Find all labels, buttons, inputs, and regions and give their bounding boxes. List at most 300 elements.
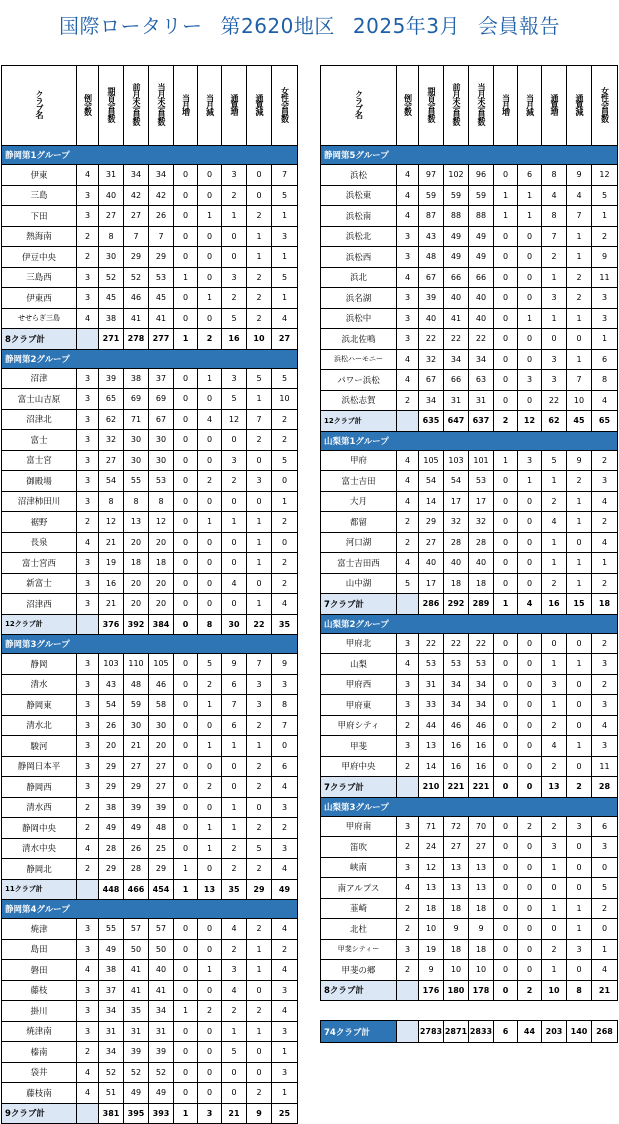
cell-month-increase: 0 xyxy=(174,206,198,227)
cell-female-members: 4 xyxy=(272,960,298,981)
cell-month-end-members: 40 xyxy=(469,553,494,574)
header-total-decrease xyxy=(567,66,592,146)
cell-prev-month-members: 18 xyxy=(444,573,469,594)
cell-start-members: 38 xyxy=(99,797,124,818)
cell-female-members: 5 xyxy=(272,368,298,389)
cell-total-increase: 4 xyxy=(542,736,567,757)
cell-month-increase: 0 xyxy=(494,532,518,553)
cell-month-decrease: 1 xyxy=(518,471,542,492)
cell-month-end-members: 41 xyxy=(149,980,174,1001)
cell-total-decrease: 2 xyxy=(247,777,272,798)
group-header-row xyxy=(321,797,618,816)
cell-prev-month-members: 20 xyxy=(124,573,149,594)
cell-prev-month-members: 31 xyxy=(124,1021,149,1042)
cell-month-increase: 0 xyxy=(174,226,198,247)
header-label: 通算増 xyxy=(230,93,239,115)
cell-month-decrease: 0 xyxy=(198,1021,222,1042)
cell-month-decrease: 2 xyxy=(198,329,222,350)
cell-total-increase: 1 xyxy=(542,654,567,675)
cell-club-name: パワー浜松 xyxy=(321,370,397,391)
cell-start-members: 26 xyxy=(99,715,124,736)
cell-start-members: 37 xyxy=(99,980,124,1001)
cell-female-members: 21 xyxy=(592,980,618,1001)
cell-month-increase: 0 xyxy=(174,715,198,736)
cell-month-increase: 0 xyxy=(174,594,198,615)
cell-month-end-members: 40 xyxy=(469,308,494,329)
cell-meetings: 3 xyxy=(77,1021,99,1042)
cell-start-members: 97 xyxy=(419,165,444,186)
cell-start-members: 32 xyxy=(99,430,124,451)
cell-total-increase: 1 xyxy=(222,512,247,533)
cell-female-members: 65 xyxy=(592,411,618,432)
cell-month-decrease: 0 xyxy=(518,349,542,370)
cell-month-end-members: 637 xyxy=(469,411,494,432)
cell-month-increase: 0 xyxy=(174,797,198,818)
cell-total-decrease: 0 xyxy=(567,756,592,777)
cell-month-increase: 0 xyxy=(174,980,198,1001)
group-header-row xyxy=(321,146,618,165)
club-row xyxy=(321,837,618,858)
cell-month-end-members: 26 xyxy=(149,206,174,227)
cell-total-increase: 1 xyxy=(222,818,247,839)
cell-month-end-members: 49 xyxy=(469,226,494,247)
cell-total-increase: 0 xyxy=(222,594,247,615)
cell-start-members: 271 xyxy=(99,329,124,350)
cell-female-members: 1 xyxy=(272,288,298,309)
cell-total-increase: 3 xyxy=(222,165,247,186)
header-label: 女性会員数 xyxy=(600,86,610,122)
cell-month-decrease: 13 xyxy=(198,879,222,900)
cell-prev-month-members: 278 xyxy=(124,329,149,350)
cell-total-decrease: 0 xyxy=(247,1042,272,1063)
cell-month-decrease: 0 xyxy=(518,573,542,594)
club-row xyxy=(2,532,298,553)
cell-female-members: 2 xyxy=(272,553,298,574)
cell-month-increase: 0 xyxy=(174,553,198,574)
cell-club-name: せせらぎ三島 xyxy=(2,308,77,329)
cell-total-decrease: 1 xyxy=(247,532,272,553)
cell-start-members: 29 xyxy=(99,756,124,777)
cell-month-end-members: 46 xyxy=(149,674,174,695)
cell-total-decrease: 3 xyxy=(247,674,272,695)
cell-month-decrease: 1 xyxy=(198,288,222,309)
cell-prev-month-members: 180 xyxy=(444,980,469,1001)
cell-month-increase: 0 xyxy=(174,430,198,451)
cell-club-name: 掛川 xyxy=(2,1001,77,1022)
cell-total-decrease: 2 xyxy=(247,715,272,736)
cell-total-decrease: 2 xyxy=(567,471,592,492)
cell-total-increase: 1 xyxy=(542,898,567,919)
cell-total-decrease: 7 xyxy=(247,409,272,430)
cell-month-end-members: 39 xyxy=(149,1042,174,1063)
group-name: 静岡第5グループ xyxy=(321,146,618,165)
cell-meetings: 2 xyxy=(77,859,99,880)
cell-month-end-members: 13 xyxy=(469,878,494,899)
cell-total-decrease: 1 xyxy=(567,919,592,940)
cell-month-end-members: 53 xyxy=(149,267,174,288)
cell-month-increase: 0 xyxy=(174,919,198,940)
grand-start-members: 2783 xyxy=(419,1021,444,1043)
cell-club-name: 静岡 xyxy=(2,654,77,675)
cell-start-members: 52 xyxy=(99,1062,124,1083)
cell-female-members: 0 xyxy=(592,919,618,940)
cell-meetings: 3 xyxy=(77,756,99,777)
cell-total-increase: 30 xyxy=(222,614,247,635)
group-name: 静岡第2グループ xyxy=(2,349,298,368)
cell-meetings: 3 xyxy=(77,736,99,757)
cell-month-decrease: 0 xyxy=(198,553,222,574)
cell-month-decrease: 0 xyxy=(198,594,222,615)
cell-total-decrease: 2 xyxy=(247,206,272,227)
cell-total-decrease: 1 xyxy=(247,247,272,268)
club-row xyxy=(321,491,618,512)
cell-meetings: 3 xyxy=(77,409,99,430)
cell-month-decrease: 0 xyxy=(198,756,222,777)
cell-month-end-members: 9 xyxy=(469,919,494,940)
cell-month-decrease: 2 xyxy=(198,471,222,492)
cell-total-increase: 2 xyxy=(542,939,567,960)
cell-month-increase: 0 xyxy=(174,491,198,512)
club-row xyxy=(2,165,298,186)
grand-month-increase: 6 xyxy=(494,1021,518,1043)
club-row xyxy=(321,450,618,471)
cell-start-members: 34 xyxy=(419,390,444,411)
cell-club-name: 9クラブ計 xyxy=(2,1103,77,1124)
cell-start-members: 286 xyxy=(419,594,444,615)
cell-total-decrease: 0 xyxy=(247,450,272,471)
group-name: 静岡第4グループ xyxy=(2,900,298,919)
cell-club-name: 山中湖 xyxy=(321,573,397,594)
cell-month-increase: 0 xyxy=(494,349,518,370)
cell-female-members: 27 xyxy=(272,329,298,350)
cell-month-increase: 0 xyxy=(494,247,518,268)
cell-month-increase: 0 xyxy=(494,857,518,878)
cell-prev-month-members: 88 xyxy=(444,206,469,227)
club-row xyxy=(321,267,618,288)
cell-meetings: 4 xyxy=(397,471,419,492)
cell-female-members: 3 xyxy=(272,1021,298,1042)
subtotal-row xyxy=(321,777,618,798)
cell-start-members: 16 xyxy=(99,573,124,594)
club-row xyxy=(321,816,618,837)
cell-total-increase: 2 xyxy=(222,838,247,859)
cell-meetings: 4 xyxy=(397,267,419,288)
cell-month-end-members: 50 xyxy=(149,939,174,960)
cell-meetings: 4 xyxy=(77,1083,99,1104)
cell-total-increase: 1 xyxy=(542,308,567,329)
cell-start-members: 21 xyxy=(99,594,124,615)
cell-start-members: 71 xyxy=(419,816,444,837)
cell-month-increase: 0 xyxy=(494,939,518,960)
cell-month-decrease: 0 xyxy=(198,1042,222,1063)
cell-club-name: 甲府 xyxy=(321,450,397,471)
cell-female-members: 5 xyxy=(592,185,618,206)
cell-female-members: 3 xyxy=(592,736,618,757)
cell-start-members: 381 xyxy=(99,1103,124,1124)
cell-meetings: 2 xyxy=(77,247,99,268)
cell-total-increase: 8 xyxy=(542,165,567,186)
cell-month-decrease: 6 xyxy=(518,165,542,186)
cell-start-members: 19 xyxy=(419,939,444,960)
cell-total-increase: 16 xyxy=(222,329,247,350)
cell-female-members: 2 xyxy=(272,430,298,451)
cell-month-end-members: 49 xyxy=(149,1083,174,1104)
cell-month-decrease: 0 xyxy=(518,633,542,654)
cell-month-increase: 0 xyxy=(494,471,518,492)
cell-prev-month-members: 49 xyxy=(444,226,469,247)
cell-female-members: 4 xyxy=(272,919,298,940)
cell-start-members: 8 xyxy=(99,491,124,512)
cell-month-increase: 1 xyxy=(174,859,198,880)
cell-female-members: 0 xyxy=(272,532,298,553)
cell-total-decrease: 10 xyxy=(247,329,272,350)
club-row xyxy=(321,349,618,370)
cell-month-end-members: 31 xyxy=(469,390,494,411)
cell-female-members: 9 xyxy=(592,247,618,268)
cell-club-name: 甲斐シティー xyxy=(321,939,397,960)
cell-month-decrease: 0 xyxy=(518,674,542,695)
cell-meetings: 2 xyxy=(397,715,419,736)
group-header-row xyxy=(2,635,298,654)
cell-female-members: 4 xyxy=(592,532,618,553)
cell-meetings: 3 xyxy=(397,816,419,837)
cell-female-members: 4 xyxy=(272,859,298,880)
cell-meetings: 4 xyxy=(77,1062,99,1083)
cell-prev-month-members: 49 xyxy=(124,1083,149,1104)
cell-total-increase: 1 xyxy=(222,736,247,757)
cell-month-end-members: 17 xyxy=(469,491,494,512)
club-row xyxy=(2,777,298,798)
cell-prev-month-members: 103 xyxy=(444,450,469,471)
cell-month-increase: 0 xyxy=(174,471,198,492)
cell-meetings: 2 xyxy=(397,756,419,777)
club-row xyxy=(2,859,298,880)
cell-total-increase: 1 xyxy=(222,797,247,818)
cell-month-decrease: 0 xyxy=(198,308,222,329)
cell-club-name: 山梨 xyxy=(321,654,397,675)
cell-total-increase: 0 xyxy=(542,878,567,899)
cell-month-end-members: 49 xyxy=(469,247,494,268)
club-row xyxy=(321,308,618,329)
club-row xyxy=(2,512,298,533)
club-row xyxy=(321,633,618,654)
cell-start-members: 34 xyxy=(99,1042,124,1063)
cell-prev-month-members: 292 xyxy=(444,594,469,615)
cell-club-name: 浜北 xyxy=(321,267,397,288)
cell-meetings: 2 xyxy=(397,960,419,981)
header-label: クラブ名 xyxy=(35,90,44,118)
cell-start-members: 54 xyxy=(99,471,124,492)
cell-female-members: 1 xyxy=(272,491,298,512)
cell-month-end-members: 384 xyxy=(149,614,174,635)
cell-month-decrease: 5 xyxy=(198,654,222,675)
cell-total-increase: 2 xyxy=(542,491,567,512)
cell-club-name: 新富士 xyxy=(2,573,77,594)
cell-month-decrease: 0 xyxy=(198,532,222,553)
cell-start-members: 448 xyxy=(99,879,124,900)
cell-month-increase: 0 xyxy=(174,838,198,859)
cell-start-members: 31 xyxy=(99,165,124,186)
cell-meetings: 3 xyxy=(77,471,99,492)
club-row xyxy=(321,185,618,206)
cell-month-increase: 0 xyxy=(174,614,198,635)
cell-female-members: 2 xyxy=(592,512,618,533)
cell-meetings: 3 xyxy=(397,695,419,716)
cell-club-name: 浜松志賀 xyxy=(321,390,397,411)
cell-total-decrease: 3 xyxy=(567,816,592,837)
cell-month-end-members: 31 xyxy=(149,1021,174,1042)
cell-month-end-members: 67 xyxy=(149,409,174,430)
club-row xyxy=(2,1001,298,1022)
club-row xyxy=(321,471,618,492)
cell-month-end-members: 69 xyxy=(149,389,174,410)
cell-female-members: 35 xyxy=(272,614,298,635)
cell-month-decrease: 0 xyxy=(198,226,222,247)
cell-month-end-members: 29 xyxy=(149,247,174,268)
cell-month-decrease: 1 xyxy=(518,206,542,227)
cell-meetings: 3 xyxy=(77,715,99,736)
cell-month-end-members: 27 xyxy=(469,837,494,858)
cell-club-name: 北杜 xyxy=(321,919,397,940)
cell-total-increase: 3 xyxy=(222,450,247,471)
cell-club-name: 7クラブ計 xyxy=(321,777,397,798)
header-female-members xyxy=(272,66,298,146)
cell-total-decrease: 5 xyxy=(247,368,272,389)
cell-meetings: 4 xyxy=(397,349,419,370)
cell-total-increase: 0 xyxy=(222,226,247,247)
cell-prev-month-members: 72 xyxy=(444,816,469,837)
cell-female-members: 5 xyxy=(272,267,298,288)
club-row xyxy=(2,471,298,492)
cell-start-members: 18 xyxy=(419,898,444,919)
cell-start-members: 54 xyxy=(99,695,124,716)
header-label: 当月増 xyxy=(501,93,511,115)
cell-start-members: 44 xyxy=(419,715,444,736)
cell-start-members: 8 xyxy=(99,226,124,247)
cell-total-increase: 2 xyxy=(542,573,567,594)
cell-month-end-members: 7 xyxy=(149,226,174,247)
cell-start-members: 12 xyxy=(419,857,444,878)
cell-prev-month-members: 30 xyxy=(124,430,149,451)
cell-meetings: 3 xyxy=(397,329,419,350)
title-district: 第2620地区 xyxy=(220,14,335,38)
cell-club-name: 沼津 xyxy=(2,368,77,389)
cell-female-members: 18 xyxy=(592,594,618,615)
cell-club-name: 袋井 xyxy=(2,1062,77,1083)
club-row xyxy=(2,389,298,410)
cell-meetings: 3 xyxy=(77,1001,99,1022)
cell-total-decrease: 0 xyxy=(567,329,592,350)
cell-month-decrease: 1 xyxy=(518,308,542,329)
cell-total-increase: 7 xyxy=(222,695,247,716)
cell-female-members: 2 xyxy=(272,818,298,839)
cell-club-name: 笛吹 xyxy=(321,837,397,858)
cell-total-increase: 1 xyxy=(542,532,567,553)
club-row xyxy=(321,695,618,716)
club-row xyxy=(321,226,618,247)
cell-month-decrease: 4 xyxy=(518,594,542,615)
header-month-increase xyxy=(174,66,198,146)
club-row xyxy=(321,736,618,757)
cell-month-end-members: 101 xyxy=(469,450,494,471)
cell-club-name: 富士 xyxy=(2,430,77,451)
cell-month-decrease: 0 xyxy=(518,553,542,574)
cell-prev-month-members: 35 xyxy=(124,1001,149,1022)
cell-prev-month-members: 59 xyxy=(124,695,149,716)
cell-month-end-members: 12 xyxy=(149,512,174,533)
cell-club-name: 浜松ハーモニー xyxy=(321,349,397,370)
grand-club-name: 74クラブ計 xyxy=(321,1021,397,1043)
cell-prev-month-members: 27 xyxy=(124,206,149,227)
cell-club-name: 浜名湖 xyxy=(321,288,397,309)
cell-prev-month-members: 10 xyxy=(444,960,469,981)
cell-club-name: 藤枝 xyxy=(2,980,77,1001)
cell-prev-month-members: 31 xyxy=(444,390,469,411)
cell-total-increase: 0 xyxy=(222,491,247,512)
header-label: 例会数 xyxy=(403,93,413,115)
cell-club-name: 沼津西 xyxy=(2,594,77,615)
cell-total-decrease: 0 xyxy=(247,797,272,818)
header-month-end-members xyxy=(469,66,494,146)
cell-female-members: 1 xyxy=(592,206,618,227)
grand-prev-month-members: 2871 xyxy=(444,1021,469,1043)
club-row xyxy=(2,980,298,1001)
cell-club-name: 島田 xyxy=(2,939,77,960)
cell-start-members: 30 xyxy=(99,247,124,268)
cell-total-increase: 3 xyxy=(222,960,247,981)
cell-female-members: 6 xyxy=(272,756,298,777)
grand-meetings xyxy=(397,1021,419,1043)
header-label: 期首会員数 xyxy=(427,86,436,122)
club-row xyxy=(2,939,298,960)
cell-total-decrease: 1 xyxy=(247,226,272,247)
cell-meetings: 4 xyxy=(397,878,419,899)
cell-prev-month-members: 57 xyxy=(124,919,149,940)
cell-club-name: 静岡西 xyxy=(2,777,77,798)
cell-prev-month-members: 102 xyxy=(444,165,469,186)
cell-month-end-members: 20 xyxy=(149,736,174,757)
cell-prev-month-members: 34 xyxy=(444,695,469,716)
cell-month-increase: 0 xyxy=(494,370,518,391)
cell-start-members: 27 xyxy=(99,450,124,471)
cell-female-members: 4 xyxy=(272,308,298,329)
club-row xyxy=(321,165,618,186)
cell-start-members: 49 xyxy=(99,939,124,960)
cell-total-increase: 3 xyxy=(542,674,567,695)
cell-month-increase: 0 xyxy=(494,633,518,654)
cell-meetings: 4 xyxy=(397,450,419,471)
cell-meetings: 3 xyxy=(77,980,99,1001)
cell-total-increase: 4 xyxy=(542,512,567,533)
cell-month-increase: 0 xyxy=(174,695,198,716)
cell-female-members: 3 xyxy=(272,797,298,818)
cell-total-decrease: 2 xyxy=(247,267,272,288)
cell-month-decrease: 1 xyxy=(198,838,222,859)
cell-meetings: 3 xyxy=(77,553,99,574)
cell-month-end-members: 41 xyxy=(149,308,174,329)
cell-prev-month-members: 40 xyxy=(444,288,469,309)
cell-total-increase: 2 xyxy=(222,1001,247,1022)
cell-club-name: 清水中央 xyxy=(2,838,77,859)
cell-total-decrease: 3 xyxy=(567,939,592,960)
header-month-decrease xyxy=(198,66,222,146)
cell-total-increase: 1 xyxy=(542,857,567,878)
cell-total-decrease: 0 xyxy=(247,573,272,594)
cell-prev-month-members: 69 xyxy=(124,389,149,410)
cell-month-increase: 0 xyxy=(494,165,518,186)
grand-month-decrease: 44 xyxy=(518,1021,542,1043)
title-org: 国際ロータリー xyxy=(58,14,203,38)
